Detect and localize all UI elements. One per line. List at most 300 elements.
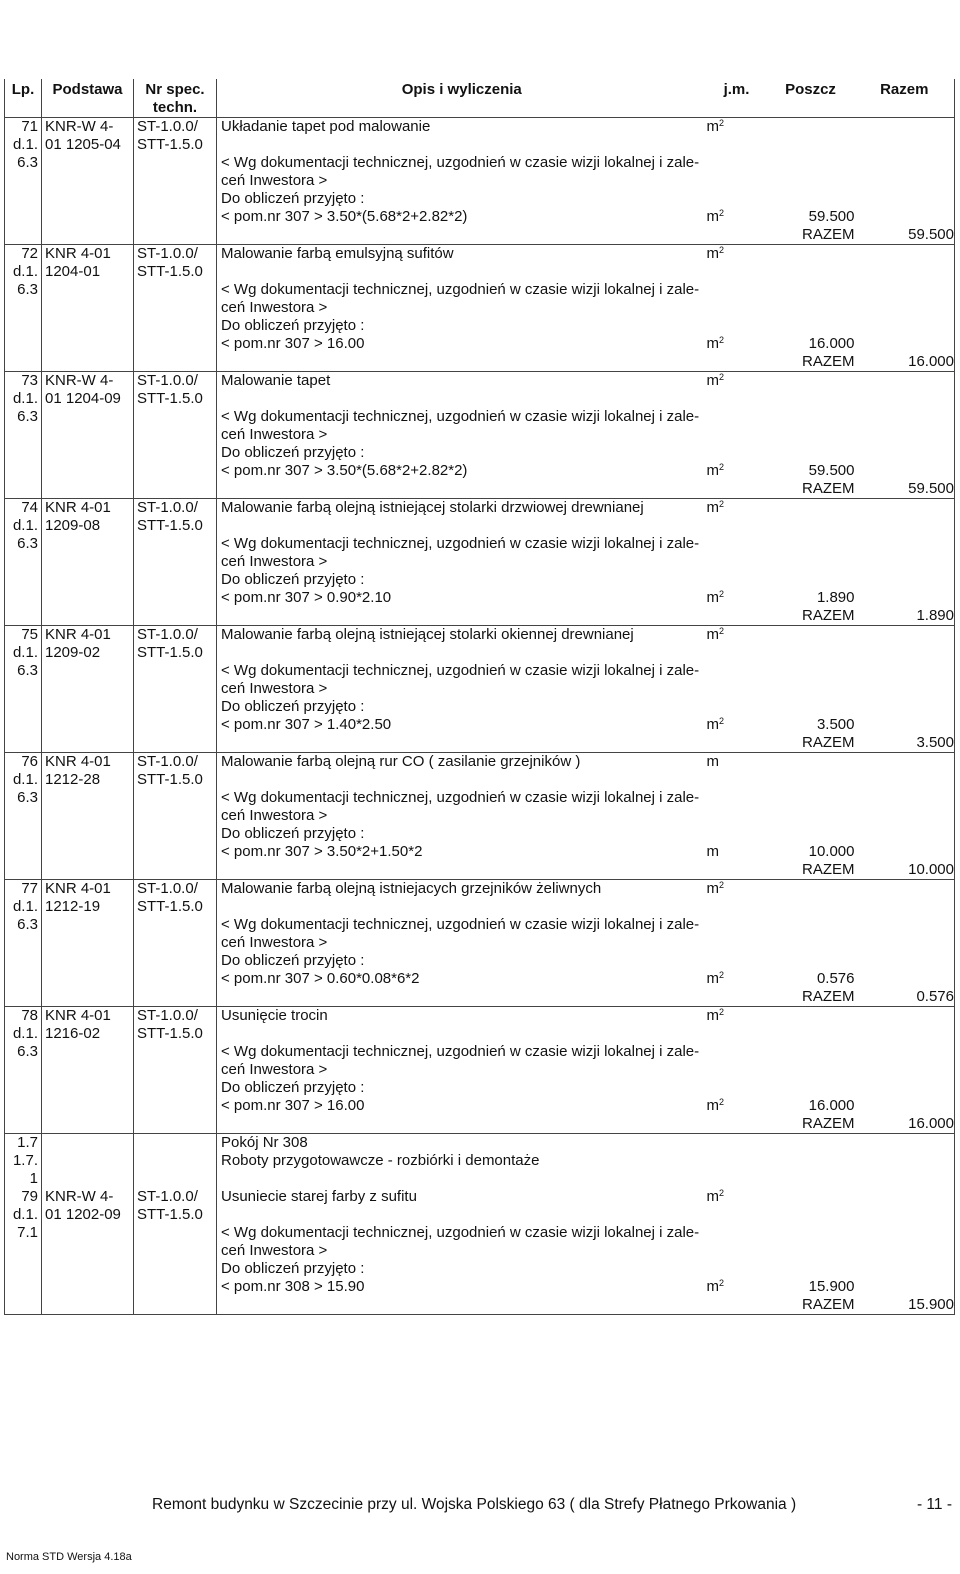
empty: [134, 1097, 217, 1115]
empty: [855, 118, 955, 137]
calc-poszcz: 59.500: [808, 462, 855, 479]
empty: [855, 843, 955, 861]
empty: [767, 553, 855, 571]
empty: [5, 208, 42, 226]
unit-superscript: 2: [719, 626, 725, 636]
item-nr-spec-2: STT-1.5.0: [134, 1025, 217, 1043]
item-lp: 71: [5, 118, 42, 137]
empty: [707, 644, 767, 662]
unit-text: m: [706, 843, 719, 860]
wg-note-line1: < Wg dokumentacji technicznej, uzgodnień w czasie wizji lokalnej i zale-: [221, 281, 700, 298]
calc-row: [5, 208, 955, 226]
empty: [707, 734, 767, 753]
item-nr-spec: ST-1.0.0/: [134, 499, 217, 518]
unit-text: m: [706, 1278, 719, 1295]
calc-unit: [707, 462, 767, 480]
empty: [707, 789, 767, 807]
calc-unit: [707, 1097, 767, 1115]
item-row: [5, 1061, 955, 1079]
empty: [767, 807, 855, 825]
item-row: [5, 662, 955, 680]
empty: [767, 390, 855, 408]
empty: [855, 1134, 955, 1153]
item-row: [5, 281, 955, 299]
wg-note-line1: < Wg dokumentacji technicznej, uzgodnień w czasie wizji lokalnej i zale-: [221, 154, 700, 171]
empty: [134, 698, 217, 716]
empty: [855, 589, 955, 607]
calc-intro: Do obliczeń przyjęto :: [221, 1079, 365, 1096]
empty: [134, 1079, 217, 1097]
item-row: [5, 753, 955, 772]
item-lp: 76: [5, 753, 42, 772]
empty: [767, 1025, 855, 1043]
empty: [42, 154, 134, 172]
empty: [707, 136, 767, 154]
item-unit: [707, 1007, 767, 1026]
empty: [707, 952, 767, 970]
empty: [42, 843, 134, 861]
empty: [5, 988, 42, 1007]
item-lp-3: 6.3: [5, 662, 42, 680]
empty: [42, 317, 134, 335]
item-description: Usunięcie trocin: [221, 1007, 328, 1024]
empty: [42, 607, 134, 626]
empty: [42, 408, 134, 426]
empty: [767, 571, 855, 589]
item-row: [5, 172, 955, 190]
empty: [5, 716, 42, 734]
item-row: [5, 825, 955, 843]
razem-row: [5, 861, 955, 880]
item-row: [5, 698, 955, 716]
empty: [707, 263, 767, 281]
empty: [42, 208, 134, 226]
empty: [855, 698, 955, 716]
empty: [5, 353, 42, 372]
estimate-table: [4, 79, 955, 1315]
empty: [855, 644, 955, 662]
empty: [707, 480, 767, 499]
item-description: Układanie tapet pod malowanie: [221, 118, 431, 135]
empty: [42, 734, 134, 753]
empty: [767, 190, 855, 208]
razem-value: 0.576: [855, 988, 955, 1007]
empty: [217, 1115, 707, 1134]
empty: [217, 517, 707, 535]
item-row: [5, 626, 955, 645]
item-row: [5, 807, 955, 825]
unit-text: m: [706, 716, 719, 733]
item-row: [5, 952, 955, 970]
empty: [134, 843, 217, 861]
item-row: [5, 154, 955, 172]
empty: [767, 1079, 855, 1097]
unit-text: m: [706, 626, 719, 643]
empty: [134, 1260, 217, 1278]
wg-note-line1: < Wg dokumentacji technicznej, uzgodnień w czasie wizji lokalnej i zale-: [221, 789, 700, 806]
empty: [855, 1007, 955, 1026]
empty: [707, 517, 767, 535]
item-nr-spec-2: STT-1.5.0: [134, 1206, 217, 1224]
empty: [855, 372, 955, 391]
item-podstawa-2: 1209-08: [42, 517, 134, 535]
item-row: [5, 1242, 955, 1260]
empty: [767, 1170, 855, 1188]
empty: [42, 335, 134, 353]
item-unit: [707, 753, 767, 772]
calc-poszcz: 15.900: [808, 1278, 855, 1295]
empty: [767, 118, 855, 137]
empty: [5, 734, 42, 753]
empty: [855, 154, 955, 172]
empty: [767, 1061, 855, 1079]
calc-formula: < pom.nr 307 > 3.50*(5.68*2+2.82*2): [221, 462, 468, 479]
item-podstawa-2: 1209-02: [42, 644, 134, 662]
item-nr-spec: ST-1.0.0/: [134, 372, 217, 391]
unit-text: m: [706, 118, 719, 135]
calc-formula: < pom.nr 307 > 1.40*2.50: [221, 716, 392, 733]
empty: [5, 1115, 42, 1134]
empty: [5, 1278, 42, 1296]
empty: [707, 1296, 767, 1315]
item-row: [5, 1206, 955, 1224]
unit-superscript: 2: [719, 372, 725, 382]
empty: [767, 644, 855, 662]
empty: [217, 771, 707, 789]
empty: [707, 408, 767, 426]
item-row: [5, 499, 955, 518]
empty: [767, 535, 855, 553]
empty: [767, 1242, 855, 1260]
empty: [707, 571, 767, 589]
item-row: [5, 390, 955, 408]
empty: [5, 480, 42, 499]
empty: [767, 934, 855, 952]
razem-row: [5, 607, 955, 626]
empty: [707, 535, 767, 553]
wg-note-line2: ceń Inwestora >: [221, 299, 328, 316]
empty: [767, 1152, 855, 1170]
empty: [134, 462, 217, 480]
calc-intro: Do obliczeń przyjęto :: [221, 1260, 365, 1277]
item-lp-2: d.1.: [5, 1206, 42, 1224]
unit-text: m: [706, 499, 719, 516]
razem-value: 10.000: [855, 861, 955, 880]
empty: [134, 861, 217, 880]
empty: [42, 353, 134, 372]
calc-row: [5, 1278, 955, 1296]
subsection-lp: 1.7.: [5, 1152, 42, 1170]
empty: [42, 589, 134, 607]
empty: [767, 680, 855, 698]
empty: [855, 317, 955, 335]
calc-intro: Do obliczeń przyjęto :: [221, 825, 365, 842]
empty: [217, 734, 707, 753]
empty: [855, 390, 955, 408]
calc-row: [5, 716, 955, 734]
wg-note-line1: < Wg dokumentacji technicznej, uzgodnień w czasie wizji lokalnej i zale-: [221, 1224, 700, 1241]
item-row: [5, 408, 955, 426]
item-row: [5, 1260, 955, 1278]
empty: [42, 716, 134, 734]
empty: [855, 753, 955, 772]
calc-row: [5, 335, 955, 353]
item-lp-3: 6.3: [5, 1043, 42, 1061]
empty: [42, 662, 134, 680]
unit-text: m: [706, 753, 719, 770]
empty: [42, 535, 134, 553]
item-row: [5, 190, 955, 208]
razem-label: RAZEM: [767, 988, 855, 1007]
empty: [767, 825, 855, 843]
unit-superscript: 2: [719, 245, 725, 255]
unit-superscript: 2: [719, 589, 725, 599]
empty: [855, 1260, 955, 1278]
empty: [134, 789, 217, 807]
item-lp-3: 6.3: [5, 154, 42, 172]
empty: [707, 444, 767, 462]
empty: [217, 1025, 707, 1043]
razem-value: 59.500: [855, 480, 955, 499]
empty: [42, 988, 134, 1007]
empty: [707, 825, 767, 843]
empty: [855, 1224, 955, 1242]
empty: [217, 898, 707, 916]
calc-formula: < pom.nr 307 > 0.90*2.10: [221, 589, 392, 606]
empty: [767, 1188, 855, 1206]
unit-superscript: 2: [719, 1278, 725, 1288]
item-description: Usuniecie starej farby z sufitu: [221, 1188, 417, 1205]
calc-formula: < pom.nr 307 > 0.60*0.08*6*2: [221, 970, 420, 987]
empty: [855, 825, 955, 843]
empty: [855, 1061, 955, 1079]
empty: [855, 934, 955, 952]
wg-note-line1: < Wg dokumentacji technicznej, uzgodnień w czasie wizji lokalnej i zale-: [221, 1043, 700, 1060]
empty: [5, 190, 42, 208]
empty: [855, 1079, 955, 1097]
empty: [134, 662, 217, 680]
empty: [767, 789, 855, 807]
empty: [855, 1043, 955, 1061]
section-title: Pokój Nr 308: [221, 1134, 308, 1151]
empty: [5, 1260, 42, 1278]
unit-superscript: 2: [719, 335, 725, 345]
empty: [42, 444, 134, 462]
subsection-row: [5, 1170, 955, 1188]
empty: [767, 299, 855, 317]
empty: [5, 1061, 42, 1079]
item-row: [5, 372, 955, 391]
section-row: [5, 1134, 955, 1153]
empty: [42, 1242, 134, 1260]
empty: [217, 136, 707, 154]
empty: [134, 1134, 217, 1153]
empty: [767, 136, 855, 154]
item-lp-2: d.1.: [5, 771, 42, 789]
empty: [855, 1025, 955, 1043]
empty: [707, 1152, 767, 1170]
empty: [767, 444, 855, 462]
item-row: [5, 1079, 955, 1097]
unit-superscript: 2: [719, 208, 725, 218]
empty: [134, 1170, 217, 1188]
empty: [855, 190, 955, 208]
empty: [855, 771, 955, 789]
empty: [134, 535, 217, 553]
calc-poszcz: 16.000: [808, 335, 855, 352]
razem-value: 1.890: [855, 607, 955, 626]
empty: [855, 335, 955, 353]
unit-text: m: [706, 208, 719, 225]
empty: [855, 626, 955, 645]
unit-superscript: 2: [719, 1188, 725, 1198]
item-lp-2: d.1.: [5, 263, 42, 281]
item-row: [5, 263, 955, 281]
col-header-jm: j.m.: [707, 79, 767, 118]
item-row: [5, 898, 955, 916]
empty: [42, 1296, 134, 1315]
item-unit: [707, 245, 767, 264]
col-header-opis: Opis i wyliczenia: [217, 79, 707, 118]
empty: [707, 807, 767, 825]
table-body: [5, 118, 955, 1315]
empty: [855, 245, 955, 264]
empty: [134, 952, 217, 970]
calc-row: [5, 462, 955, 480]
calc-unit: [707, 589, 767, 607]
unit-superscript: 2: [719, 880, 725, 890]
empty: [855, 898, 955, 916]
item-lp: 73: [5, 372, 42, 391]
empty: [5, 172, 42, 190]
empty: [707, 988, 767, 1007]
razem-row: [5, 1296, 955, 1315]
wg-note-line1: < Wg dokumentacji technicznej, uzgodnień w czasie wizji lokalnej i zale-: [221, 916, 700, 933]
item-unit: [707, 372, 767, 391]
razem-label: RAZEM: [767, 1296, 855, 1315]
empty: [855, 571, 955, 589]
item-podstawa-2: 01 1204-09: [42, 390, 134, 408]
item-podstawa-2: 1212-19: [42, 898, 134, 916]
empty: [855, 299, 955, 317]
empty: [707, 662, 767, 680]
col-header-nr-spec: Nr spec. techn.: [134, 79, 217, 118]
empty: [42, 1170, 134, 1188]
empty: [42, 1115, 134, 1134]
empty: [767, 408, 855, 426]
empty: [707, 1206, 767, 1224]
item-podstawa-2: 01 1202-09: [42, 1206, 134, 1224]
empty: [5, 970, 42, 988]
unit-superscript: 2: [719, 499, 725, 509]
page-number: - 11 -: [916, 1496, 952, 1513]
col-header-podstawa: Podstawa: [42, 79, 134, 118]
empty: [855, 1242, 955, 1260]
empty: [42, 462, 134, 480]
item-description: Malowanie farbą emulsyjną sufitów: [221, 245, 454, 262]
razem-value: 59.500: [855, 226, 955, 245]
empty: [42, 1224, 134, 1242]
empty: [5, 607, 42, 626]
item-description: Malowanie farbą olejną istniejącej stolarki okiennej drewnianej: [221, 626, 634, 643]
unit-text: m: [706, 372, 719, 389]
unit-text: m: [706, 880, 719, 897]
empty: [42, 970, 134, 988]
empty: [5, 952, 42, 970]
empty: [134, 988, 217, 1007]
empty: [134, 335, 217, 353]
item-nr-spec-2: STT-1.5.0: [134, 263, 217, 281]
empty: [767, 1260, 855, 1278]
empty: [5, 1079, 42, 1097]
razem-value: 3.500: [855, 734, 955, 753]
item-row: [5, 517, 955, 535]
item-nr-spec: ST-1.0.0/: [134, 753, 217, 772]
empty: [767, 245, 855, 264]
empty: [42, 1260, 134, 1278]
subsection-lp-2: 1: [5, 1170, 42, 1188]
empty: [42, 1152, 134, 1170]
empty: [707, 861, 767, 880]
empty: [5, 843, 42, 861]
unit-superscript: 2: [719, 970, 725, 980]
unit-superscript: 2: [719, 716, 725, 726]
empty: [42, 698, 134, 716]
empty: [767, 626, 855, 645]
empty: [707, 1115, 767, 1134]
calc-poszcz: 16.000: [808, 1097, 855, 1114]
item-lp: 77: [5, 880, 42, 899]
item-nr-spec-2: STT-1.5.0: [134, 517, 217, 535]
item-podstawa: KNR 4-01: [42, 626, 134, 645]
item-unit: [707, 118, 767, 137]
empty: [855, 716, 955, 734]
empty: [707, 607, 767, 626]
empty: [5, 317, 42, 335]
empty: [707, 698, 767, 716]
item-row: [5, 916, 955, 934]
empty: [767, 263, 855, 281]
item-description: Malowanie farbą olejną rur CO ( zasilanie grzejników ): [221, 753, 581, 770]
empty: [707, 281, 767, 299]
empty: [5, 825, 42, 843]
footer-divider: [0, 1545, 960, 1547]
item-nr-spec: ST-1.0.0/: [134, 626, 217, 645]
header-center-title: PRZEDMIAR: [431, 0, 523, 15]
item-lp-3: 6.3: [5, 281, 42, 299]
empty: [707, 1260, 767, 1278]
item-podstawa: KNR 4-01: [42, 499, 134, 518]
item-podstawa-2: 1204-01: [42, 263, 134, 281]
empty: [767, 172, 855, 190]
empty: [767, 1043, 855, 1061]
empty: [707, 1170, 767, 1188]
empty: [707, 1079, 767, 1097]
empty: [42, 807, 134, 825]
empty: [767, 1206, 855, 1224]
empty: [855, 172, 955, 190]
empty: [767, 753, 855, 772]
razem-row: [5, 988, 955, 1007]
item-lp-2: d.1.: [5, 644, 42, 662]
item-lp-3: 6.3: [5, 916, 42, 934]
unit-text: m: [706, 1097, 719, 1114]
item-nr-spec: ST-1.0.0/: [134, 1188, 217, 1206]
empty: [707, 1025, 767, 1043]
item-lp-2: d.1.: [5, 1025, 42, 1043]
calc-row: [5, 843, 955, 861]
empty: [42, 825, 134, 843]
